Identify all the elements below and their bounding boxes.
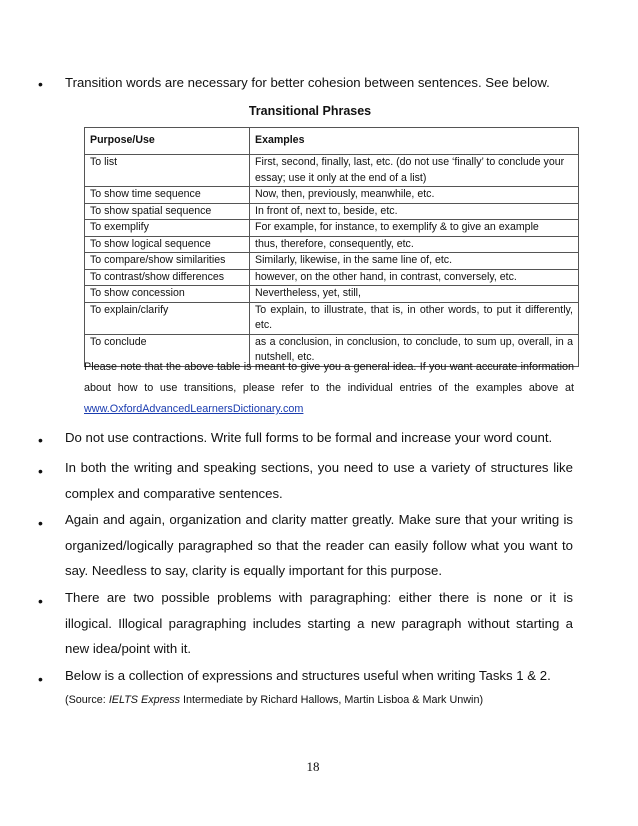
table-header-examples: Examples	[250, 128, 579, 155]
source-book-title: IELTS Express	[108, 694, 181, 706]
bullet-structures: In both the writing and speaking sections, you need to use a variety of structures like complex and comparative sentences.	[65, 460, 573, 501]
table-cell-examples: Now, then, previously, meanwhile, etc.	[250, 187, 579, 204]
table-cell-examples: thus, therefore, consequently, etc.	[250, 236, 579, 253]
bullet-icon: •	[38, 76, 43, 92]
bullet-contractions: Do not use contractions. Write full forms to be formal and increase your word count.	[65, 430, 553, 445]
table-cell-purpose: To show logical sequence	[85, 236, 250, 253]
table-cell-purpose: To explain/clarify	[85, 302, 250, 334]
bullet-icon: •	[38, 593, 43, 609]
table-note-text: Please note that the above table is meant to give you a general idea. If you want accurate information about how to use transitions, please refer to the individual entries of the examples above at	[84, 361, 574, 394]
table-cell-examples: however, on the other hand, in contrast, conversely, etc.	[250, 269, 579, 286]
table-row	[85, 187, 579, 204]
source-prefix: (Source:	[65, 694, 109, 706]
table-cell-purpose: To compare/show similarities	[85, 253, 250, 270]
table-cell-examples: First, second, finally, last, etc. (do not use ‘finally’ to conclude your essay; use it only at the end of a list)	[250, 155, 579, 187]
table-cell-purpose: To show concession	[85, 286, 250, 303]
intro-text: Transition words are necessary for better cohesion between sentences. See below.	[65, 75, 550, 90]
table-row	[85, 253, 579, 270]
table-cell-purpose: To list	[85, 155, 250, 187]
bullet-paragraphing: There are two possible problems with paragraphing: either there is none or it is illogical. Illogical paragraphing includes starting a new paragraph without starting a new idea/point with it.	[65, 590, 573, 656]
bullet-icon: •	[38, 671, 43, 687]
table-cell-examples: To explain, to illustrate, that is, in other words, to put it differently, etc.	[250, 302, 579, 334]
table-row	[85, 302, 579, 334]
table-header-purpose: Purpose/Use	[85, 128, 250, 155]
table-row	[85, 269, 579, 286]
table-cell-examples: In front of, next to, beside, etc.	[250, 203, 579, 220]
table-title: Transitional Phrases	[248, 104, 372, 118]
bullet-icon: •	[38, 463, 43, 479]
bullet-icon: •	[38, 432, 43, 448]
table-cell-purpose: To show spatial sequence	[85, 203, 250, 220]
table-cell-examples: Nevertheless, yet, still,	[250, 286, 579, 303]
table-cell-examples: Similarly, likewise, in the same line of, etc.	[250, 253, 579, 270]
table-cell-purpose: To exemplify	[85, 220, 250, 237]
table-cell-examples: as a conclusion, in conclusion, to conclude, to sum up, overall, in a nutshell, etc.	[250, 334, 579, 366]
bullet-expressions: Below is a collection of expressions and structures useful when writing Tasks 1 & 2.	[65, 668, 551, 683]
page-number: 18	[306, 759, 320, 774]
table-row	[85, 155, 579, 187]
table-cell-purpose: To show time sequence	[85, 187, 250, 204]
source-suffix: Intermediate by Richard Hallows, Martin Lisboa & Mark Unwin)	[180, 694, 484, 706]
table-row	[85, 286, 579, 303]
table-cell-purpose: To contrast/show differences	[85, 269, 250, 286]
bullet-organization: Again and again, organization and clarity matter greatly. Make sure that your writing is organized/logically paragraphed so that the reader can easily follow what you want to say. Needless to say, clarity is equally important for this purpose.	[65, 512, 573, 578]
table-row	[85, 236, 579, 253]
table-row	[85, 203, 579, 220]
table-cell-purpose: To conclude	[85, 334, 250, 366]
table-header-row	[85, 128, 579, 155]
transitions-table	[84, 127, 579, 367]
source-citation	[65, 694, 483, 706]
bullet-icon: •	[38, 515, 43, 531]
table-note	[84, 357, 574, 420]
table-cell-examples: For example, for instance, to exemplify & to give an example	[250, 220, 579, 237]
table-row	[85, 220, 579, 237]
dictionary-link[interactable]: www.OxfordAdvancedLearnersDictionary.com	[84, 403, 304, 415]
